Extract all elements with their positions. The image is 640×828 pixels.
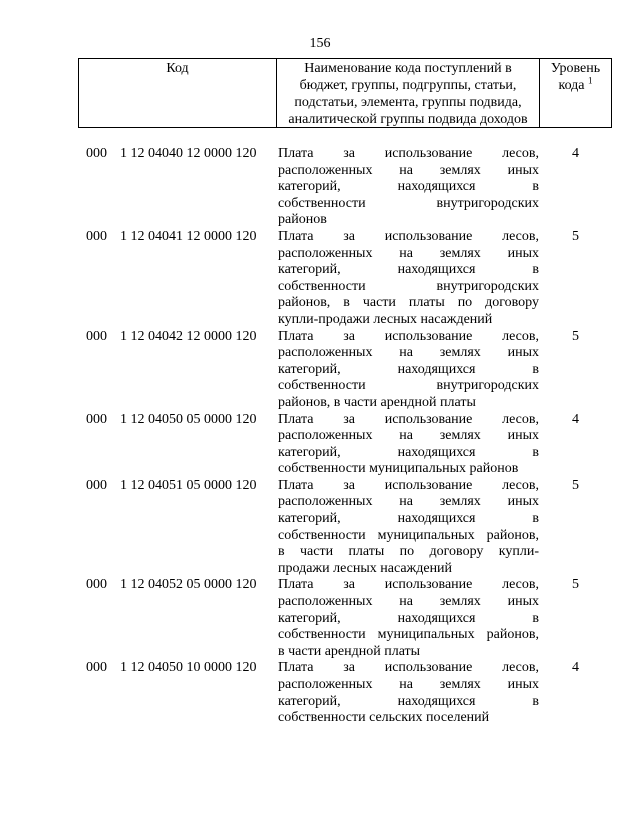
row-name-line: расположенных на землях иных	[278, 677, 539, 692]
row-name-line: районов, в части арендной платы	[278, 394, 476, 410]
row-name-line: собственности муниципальных районов	[278, 461, 519, 477]
row-admin-code: 000	[86, 146, 107, 161]
row-income-code: 1 12 04050 10 0000 120	[120, 660, 257, 676]
table-row	[78, 577, 612, 660]
row-name-line: Плата за использование лесов,	[278, 411, 539, 427]
row-level: 4	[572, 411, 579, 427]
table-row	[78, 478, 612, 578]
row-admin-code: 000	[86, 411, 107, 427]
table-body	[78, 146, 612, 727]
row-name-line: категорий, находящихся в	[278, 179, 539, 195]
row-name-line: расположенных на землях иных	[278, 345, 539, 361]
row-name-line: собственности внутригородских	[278, 195, 539, 211]
row-name-line: расположенных на землях иных	[278, 494, 539, 510]
row-income-code: 1 12 04052 05 0000 120	[120, 577, 257, 593]
row-name	[278, 478, 539, 578]
row-name-line: Плата за использование лесов,	[278, 146, 539, 161]
row-name-line: категорий, находящихся в	[278, 262, 539, 278]
row-name-line: Плата за использование лесов,	[278, 660, 539, 676]
header-name: Наименование кода поступлений в бюджет, группы, подгруппы, статьи, подстатьи, элемента, группы подвида, аналитической группы подвида доходов	[277, 59, 540, 127]
row-income-code: 1 12 04040 12 0000 120	[120, 146, 257, 161]
row-admin-code: 000	[86, 328, 107, 344]
row-name-line: расположенных на землях иных	[278, 162, 539, 178]
row-admin-code: 000	[86, 477, 107, 493]
header-code: Код	[79, 59, 277, 127]
row-level: 5	[572, 477, 579, 493]
table-row	[78, 660, 612, 726]
row-level: 5	[572, 228, 579, 244]
row-level: 5	[572, 577, 579, 593]
row-name-line: собственности муниципальных районов,	[278, 627, 539, 643]
row-name-line: категорий, находящихся в	[278, 511, 539, 527]
row-admin-code: 000	[86, 228, 107, 244]
row-name-line: собственности сельских поселений	[278, 710, 490, 726]
row-name-line: Плата за использование лесов,	[278, 477, 539, 493]
row-name-line: Плата за использование лесов,	[278, 328, 539, 344]
page-number: 156	[309, 36, 331, 51]
row-income-code: 1 12 04041 12 0000 120	[120, 228, 257, 244]
row-name-line: категорий, находящихся в	[278, 444, 539, 460]
row-name-line: продажи лесных насаждений	[278, 560, 453, 576]
row-name-line: собственности внутригородских	[278, 278, 539, 294]
row-admin-code: 000	[86, 660, 107, 676]
row-income-code: 1 12 04050 05 0000 120	[120, 411, 257, 427]
row-name-line: расположенных на землях иных	[278, 428, 539, 444]
row-name	[278, 146, 539, 229]
table-header	[78, 58, 612, 128]
row-name-line: районов	[278, 212, 327, 228]
row-name-line: собственности внутригородских	[278, 378, 539, 394]
row-admin-code: 000	[86, 577, 107, 593]
header-level	[540, 59, 611, 127]
row-name-line: Плата за использование лесов,	[278, 228, 539, 244]
row-name-line: расположенных на землях иных	[278, 594, 539, 610]
row-name-line: собственности муниципальных районов,	[278, 527, 539, 543]
row-name	[278, 229, 539, 329]
row-name-line: в части арендной платы	[278, 643, 421, 659]
row-name-line: категорий, находящихся в	[278, 361, 539, 377]
table-row	[78, 146, 612, 229]
header-level-line2: кода	[558, 78, 585, 93]
row-level: 4	[572, 146, 579, 161]
row-name-line: в части платы по договору купли-	[278, 544, 539, 560]
header-level-line1: Уровень	[550, 61, 601, 76]
row-level: 4	[572, 660, 579, 676]
row-name-line: категорий, находящихся в	[278, 610, 539, 626]
row-name	[278, 577, 539, 660]
header-level-footnote: 1	[588, 75, 593, 86]
row-name-line: районов, в части платы по договору	[278, 295, 539, 311]
row-income-code: 1 12 04051 05 0000 120	[120, 477, 257, 493]
row-name	[278, 660, 539, 726]
row-name-line: категорий, находящихся в	[278, 693, 539, 709]
row-name-line: Плата за использование лесов,	[278, 577, 539, 593]
row-income-code: 1 12 04042 12 0000 120	[120, 328, 257, 344]
table-row	[78, 412, 612, 478]
row-name-line: купли-продажи лесных насаждений	[278, 311, 493, 327]
table-row	[78, 329, 612, 412]
row-name	[278, 412, 539, 478]
row-name	[278, 329, 539, 412]
row-level: 5	[572, 328, 579, 344]
table-row	[78, 229, 612, 329]
row-name-line: расположенных на землях иных	[278, 245, 539, 261]
